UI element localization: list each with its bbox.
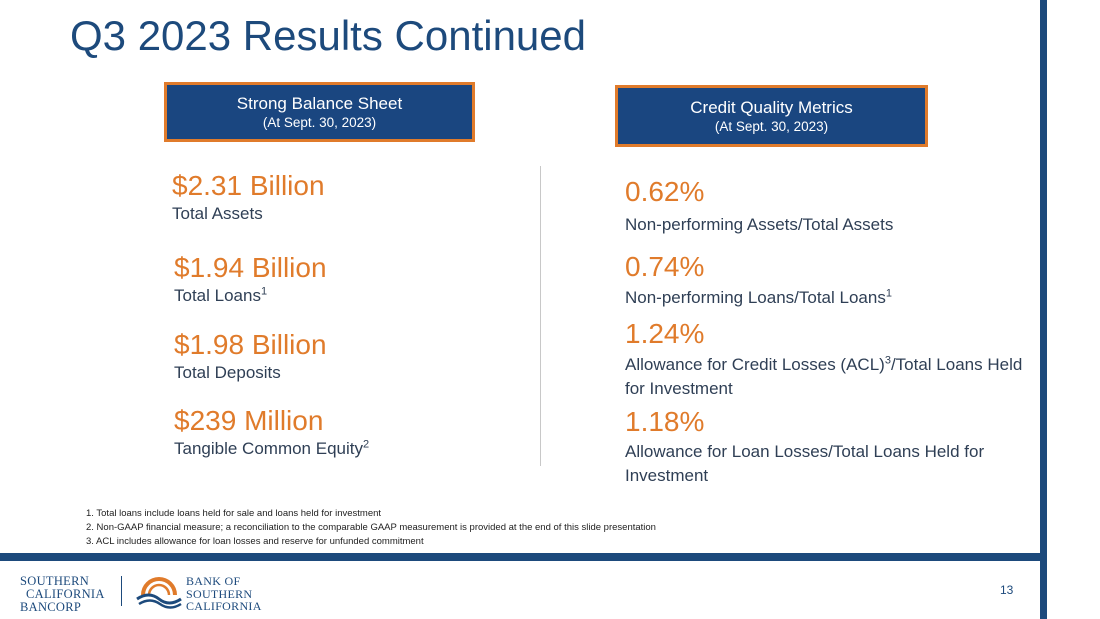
- metric-value: $2.31 Billion: [172, 170, 325, 201]
- metric-label-text: /Total Loans Held for Investment: [625, 355, 1023, 398]
- metric-label: Non-performing Assets/Total Assets: [625, 215, 894, 234]
- southern-california-bancorp-logo: [20, 575, 105, 614]
- logo-line: BANK OF: [186, 574, 241, 588]
- slide-title: Q3 2023 Results Continued: [70, 12, 586, 59]
- acl-ratio-metric: [625, 318, 1025, 401]
- all-ratio-metric: [625, 406, 1025, 488]
- metric-label: [174, 437, 369, 461]
- footnote-marker: 3: [884, 354, 891, 367]
- right-accent-bar: [1040, 0, 1047, 619]
- npl-ratio-metric: [625, 251, 1025, 310]
- logo-line: SOUTHERN: [20, 574, 90, 588]
- total-loans-metric: [174, 252, 327, 308]
- metric-value: 0.62%: [625, 176, 705, 207]
- logo-line: CALIFORNIA: [186, 599, 262, 613]
- metric-label-text: Tangible Common Equity: [174, 439, 363, 458]
- metric-value: 1.24%: [625, 318, 705, 349]
- balance-sheet-header-title: Strong Balance Sheet: [236, 94, 403, 113]
- metric-value: 1.18%: [625, 406, 705, 437]
- logo-divider: [121, 576, 122, 606]
- footnote-1: 1. Total loans include loans held for sale and loans held for investment: [86, 508, 382, 519]
- metric-value: $1.94 Billion: [174, 252, 327, 283]
- metric-label-text: Total Loans: [174, 286, 261, 305]
- footnote-2: 2. Non-GAAP financial measure; a reconciliation to the comparable GAAP measurement is provided at the end of this slide presentation: [86, 522, 656, 533]
- bottom-accent-bar: [0, 553, 1047, 561]
- footnote-3: 3. ACL includes allowance for loan losses and reserve for unfunded commitment: [86, 536, 424, 547]
- column-divider: [540, 166, 541, 466]
- page-number: 13: [1000, 583, 1014, 597]
- logo-line: CALIFORNIA: [26, 587, 105, 601]
- footnote-marker: 2: [362, 438, 370, 451]
- metric-label: [174, 284, 327, 308]
- metric-label: Allowance for Loan Losses/Total Loans Held for Investment: [625, 442, 985, 485]
- npa-ratio-metric: [625, 176, 1025, 237]
- metric-label-text: Allowance for Credit Losses (ACL): [625, 355, 885, 374]
- balance-sheet-header-date: (At Sept. 30, 2023): [262, 115, 377, 130]
- metric-label: Total Deposits: [174, 363, 281, 382]
- credit-quality-header-title: Credit Quality Metrics: [690, 98, 853, 117]
- metric-label: [625, 286, 1025, 310]
- metric-value: $1.98 Billion: [174, 329, 327, 360]
- bank-of-southern-california-logo: [186, 575, 262, 613]
- metric-value: $239 Million: [174, 405, 324, 436]
- credit-quality-header: [615, 85, 928, 147]
- total-deposits-metric: [174, 329, 327, 385]
- total-assets-metric: [172, 170, 325, 226]
- footnote-marker: 1: [885, 287, 892, 300]
- sun-wave-logo-icon: [135, 573, 183, 609]
- credit-quality-header-date: (At Sept. 30, 2023): [714, 119, 829, 134]
- metric-label: Total Assets: [172, 204, 263, 223]
- balance-sheet-header: [164, 82, 475, 142]
- metric-value: 0.74%: [625, 251, 705, 282]
- logo-line: SOUTHERN: [186, 586, 253, 601]
- tangible-common-equity-metric: [174, 405, 369, 461]
- metric-label-text: Non-performing Loans/Total Loans: [625, 288, 886, 307]
- footnotes: [86, 507, 656, 549]
- metric-label: [625, 353, 1025, 401]
- logo-line: BANCORP: [20, 600, 82, 614]
- footnote-marker: 1: [260, 285, 268, 298]
